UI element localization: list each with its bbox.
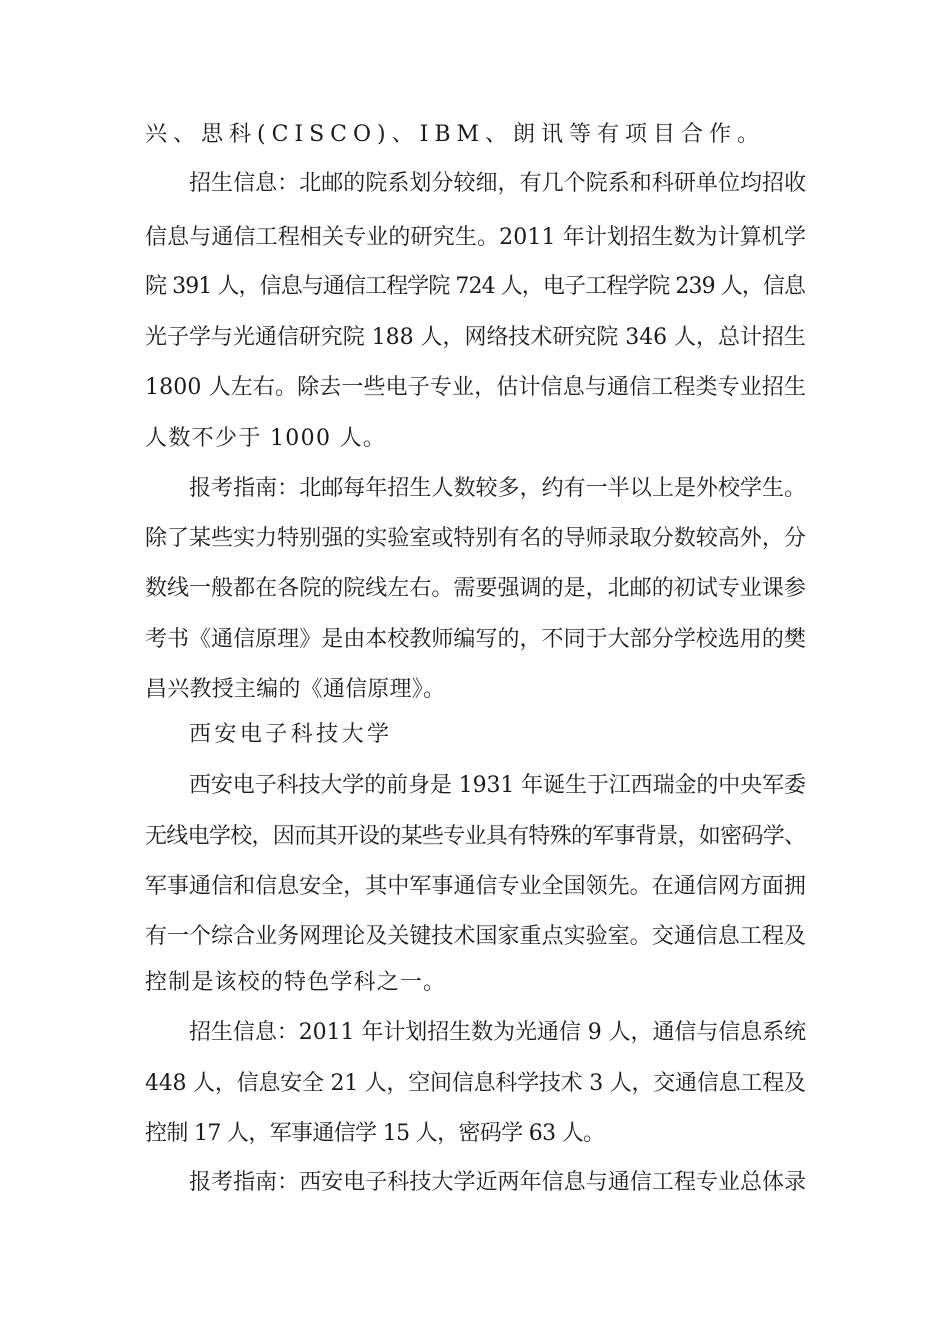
text-line: 无线电学校，因而其开设的某些专业具有特殊的军事背景，如密码学、: [145, 824, 806, 849]
text-line: 院 391 人，信息与通信工程学院 724 人，电子工程学院 239 人，信息: [145, 274, 806, 299]
text-line: 西安电子科技大学的前身是 1931 年诞生于江西瑞金的中央军委: [189, 773, 806, 798]
text-line: 448 人，信息安全 21 人，空间信息科学技术 3 人，交通信息工程及: [145, 1071, 806, 1096]
text-line: 有一个综合业务网理论及关键技术国家重点实验室。交通信息工程及: [145, 924, 806, 949]
text-line: 报考指南：西安电子科技大学近两年信息与通信工程专业总体录: [189, 1170, 807, 1195]
text-line: 控制是该校的特色学科之一。: [145, 970, 447, 995]
text-line: 人数不少于 1000 人。: [145, 426, 387, 451]
text-line: 军事通信和信息安全，其中军事通信专业全国领先。在通信网方面拥: [145, 874, 806, 899]
text-line: 昌兴教授主编的《通信原理》。: [145, 677, 446, 702]
text-line: 光子学与光通信研究院 188 人，网络技术研究院 346 人，总计招生: [145, 325, 806, 350]
text-line: 数线一般都在各院的院线左右。需要强调的是，北邮的初试专业课参: [145, 576, 806, 601]
text-line: 报考指南：北邮每年招生人数较多，约有一半以上是外校学生。: [189, 476, 807, 501]
text-line: 考书《通信原理》是由本校教师编写的，不同于大部分学校选用的樊: [145, 627, 806, 652]
section-heading: 西安电子科技大学: [189, 722, 393, 747]
text-line: 信息与通信工程相关专业的研究生。2011 年计划招生数为计算机学: [145, 225, 807, 250]
text-line: 招生信息：北邮的院系划分较细，有几个院系和科研单位均招收: [189, 171, 807, 196]
text-line: 兴、思科(CISCO)、IBM、朗讯等有项目合作。: [145, 122, 766, 147]
text-line: 招生信息：2011 年计划招生数为光通信 9 人，通信与信息系统: [189, 1020, 807, 1045]
text-line: 控制 17 人，军事通信学 15 人，密码学 63 人。: [145, 1121, 605, 1146]
text-line: 除了某些实力特别强的实验室或特别有名的导师录取分数较高外，分: [145, 526, 806, 551]
text-line: 1800 人左右。除去一些电子专业，估计信息与通信工程类专业招生: [145, 375, 807, 400]
